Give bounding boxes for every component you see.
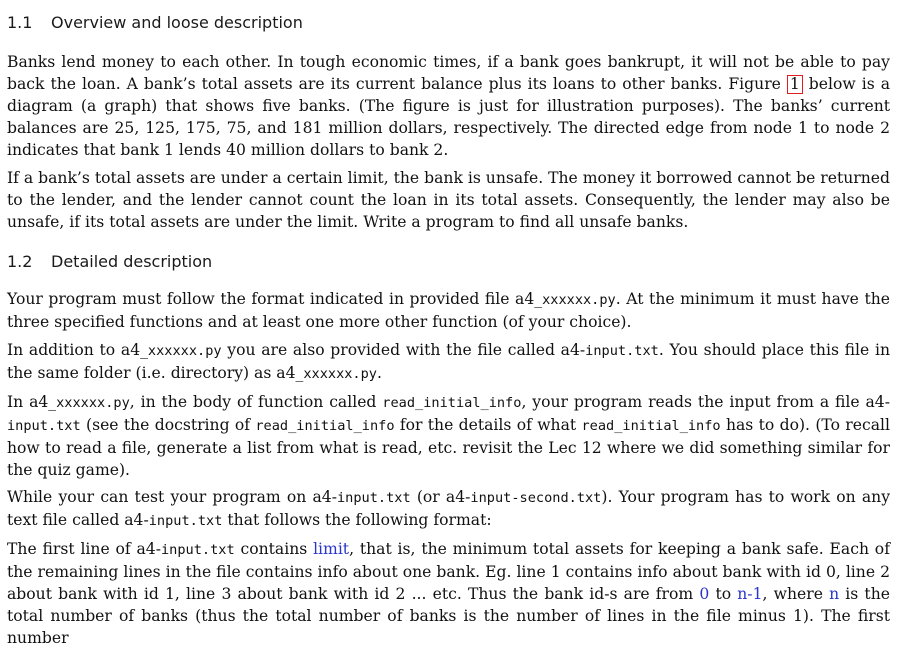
text-run: ). Your program has to work on any text file called a4- <box>7 488 891 529</box>
text-run: If a bank’s total assets are under a certain limit, the bank is unsafe. The money it borrowed cannot be returned to the lender, and the lender cannot count the loan in its total assets. Consequently, the lender may also be unsafe, if its total assets are under the limit. Write a program to find all unsafe banks. <box>7 169 890 231</box>
text-run: The first line of a4- <box>7 540 161 558</box>
code-function-name: read_initial_info <box>382 395 522 411</box>
text-run: . You should place this file in the same folder (i.e. directory) as a4_ <box>7 341 891 382</box>
text-run: , that is, the minimum total assets for keeping a bank safe. Each of the remaining lines in the file contains info about one bank. Eg. line 1 contains info about bank with id 0, line 2 about bank with id 1, line 3 about bank with id 2 ... etc. Thus the bank id-s are from <box>7 540 890 603</box>
text-run: . At the minimum it must have the three specified functions and at least one more other function (of your choice). <box>7 290 890 331</box>
text-run: , your program reads the input from a file a4- <box>521 393 890 411</box>
section-number: 1.2 <box>7 252 33 271</box>
code-filename: input-second.txt <box>470 490 602 506</box>
text-run: , in the body of function called <box>129 393 383 411</box>
highlight-limit: limit <box>313 540 350 558</box>
section-title: Detailed description <box>51 252 213 271</box>
code-filename: input.txt <box>336 490 411 506</box>
text-run: Your program must follow the format indicated in provided file a4_ <box>7 290 543 308</box>
text-run: contains <box>234 540 314 558</box>
code-filename: input.txt <box>148 513 223 529</box>
code-function-name: read_initial_info <box>255 418 395 434</box>
code-filename: xxxxxx.py <box>303 366 377 382</box>
section-number: 1.1 <box>7 13 33 32</box>
text-run: (see the docstring of <box>80 416 256 434</box>
paragraph-input-format <box>7 538 890 649</box>
text-run: Banks lend money to each other. In tough economic times, if a bank goes bankrupt, it will not be able to pay back the loan. A bank’s total assets are its current balance plus its loans to other banks. Figure <box>7 53 890 93</box>
highlight-zero: 0 <box>699 585 710 603</box>
section-title: Overview and loose description <box>51 13 303 32</box>
code-filename: input.txt <box>585 343 659 359</box>
code-filename: xxxxxx.py <box>147 343 222 359</box>
code-filename: xxxxxx.py <box>56 395 130 411</box>
text-run: While your can test your program on a4- <box>7 488 337 506</box>
figure-reference-link[interactable]: 1 <box>787 75 803 94</box>
text-run: . <box>377 364 382 382</box>
text-run: for the details of what <box>394 416 582 434</box>
text-run: to <box>709 585 738 603</box>
text-run: , where <box>762 585 830 603</box>
highlight-n-minus-1: n-1 <box>737 585 763 603</box>
paragraph-unsafe-banks <box>7 167 890 233</box>
text-run: you are also provided with the file called a4- <box>221 341 586 359</box>
text-run: (or a4- <box>410 488 471 506</box>
code-filename: input.txt <box>7 418 81 434</box>
text-run: that follows the following format: <box>222 511 492 529</box>
paragraph-overview <box>7 51 890 161</box>
text-run: has to do). (To recall how to read a file, generate a list from what is read, etc. revisit the Lec 12 where we did something similar for the quiz game). <box>7 416 890 479</box>
text-run: In a4_ <box>7 393 57 411</box>
text-run: below is a diagram (a graph) that shows five banks. (The figure is just for illustration purposes). The banks’ current balances are 25, 125, 175, 75, and 181 million dollars, respectively. The directed edge from node 1 to node 2 indicates that bank 1 lends 40 million dollars to bank 2. <box>7 75 891 159</box>
section-heading-1-2 <box>7 252 212 272</box>
paragraph-input-file <box>7 339 890 385</box>
code-filename: input.txt <box>160 542 235 558</box>
text-run: In addition to a4_ <box>7 341 148 359</box>
code-function-name: read_initial_info <box>581 418 721 434</box>
code-filename: xxxxxx.py <box>542 292 616 308</box>
paragraph-program-format <box>7 288 890 333</box>
paragraph-read-initial-info <box>7 391 890 481</box>
paragraph-testing <box>7 486 890 532</box>
section-heading-1-1 <box>7 13 303 33</box>
highlight-n: n <box>829 585 840 603</box>
text-run: is the total number of banks (thus the total number of banks is the number of lines in the file minus 1). The first number <box>7 585 890 647</box>
